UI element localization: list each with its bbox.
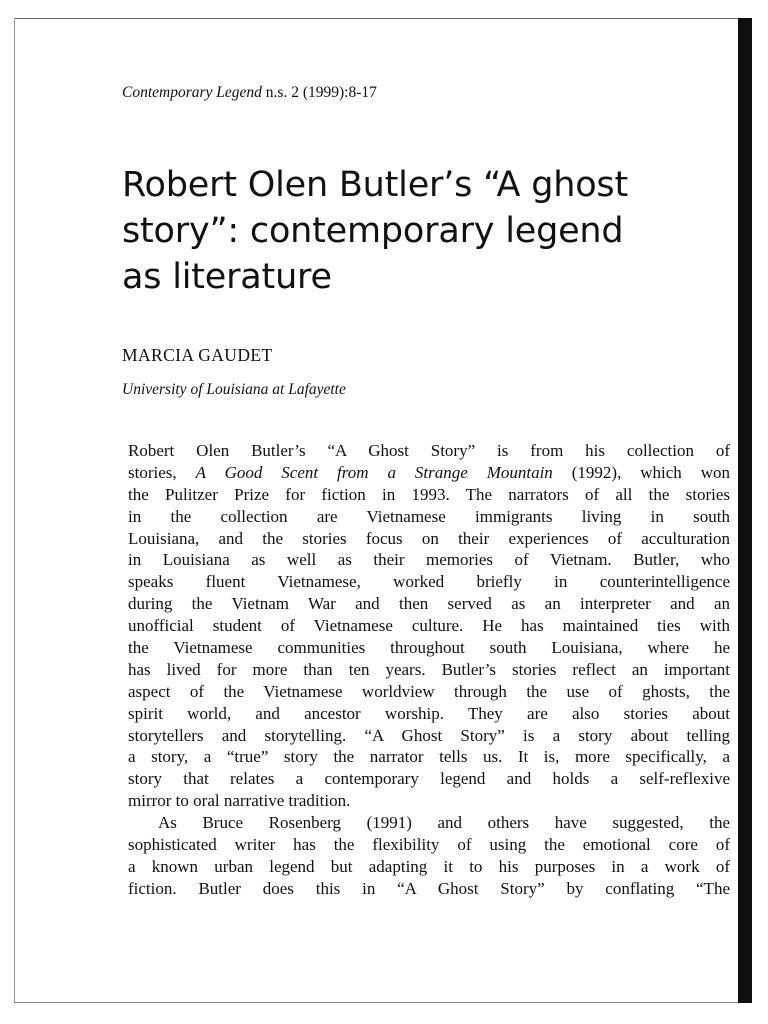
body-line: aspect of the Vietnamese worldview through the use of ghosts, the: [128, 681, 730, 701]
body-line: [128, 462, 730, 484]
title-line: Robert Olen Butler’s “A ghost: [122, 165, 628, 205]
body-line: a known urban legend but adapting it to his purposes in a work of: [128, 856, 730, 876]
body-line: a story, a “true” story the narrator tells us. It is, more specifically, a: [128, 747, 730, 767]
body-line: fiction. Butler does this in “A Ghost Story” by conflating “The: [128, 878, 730, 898]
body-line: speaks fluent Vietnamese, worked briefly in counterintelligence: [128, 572, 730, 592]
article-title: [122, 162, 732, 300]
body-text-run: (1992), which won: [552, 462, 730, 482]
body-line: the Pulitzer Prize for fiction in 1993. The narrators of all the stories: [128, 484, 730, 504]
journal-volume: n.s. 2 (1999):8-17: [261, 84, 377, 101]
journal-citation: [122, 84, 377, 102]
body-line: sophisticated writer has the flexibility of using the emotional core of: [128, 835, 730, 855]
body-line: story that relates a contemporary legend and holds a self-reflexive: [128, 769, 730, 789]
author-affiliation: University of Louisiana at Lafayette: [122, 381, 346, 398]
body-line: the Vietnamese communities throughout south Louisiana, where he: [128, 638, 730, 658]
body-line: Louisiana, and the stories focus on their experiences of acculturation: [128, 528, 730, 548]
body-line: As Bruce Rosenberg (1991) and others have suggested, the: [158, 813, 730, 833]
body-line: during the Vietnam War and then served as an interpreter and an: [128, 594, 730, 614]
body-text: [128, 440, 730, 900]
book-title: A Good Scent from a Strange Mountain: [195, 462, 553, 482]
scan-border-bottom: [14, 1002, 752, 1003]
scan-border-top: [14, 18, 752, 19]
scan-shadow-right: [738, 18, 752, 1003]
body-line: Robert Olen Butler’s “A Ghost Story” is from his collection of: [128, 441, 730, 460]
body-line: unofficial student of Vietnamese culture. He has maintained ties with: [128, 616, 730, 636]
title-line: as literature: [122, 257, 332, 297]
body-line: mirror to oral narrative tradition.: [128, 791, 351, 811]
body-line: has lived for more than ten years. Butler’s stories reflect an important: [128, 659, 730, 679]
body-line: in Louisiana as well as their memories of Vietnam. Butler, who: [128, 550, 730, 570]
title-line: story”: contemporary legend: [122, 211, 624, 251]
body-line: storytellers and storytelling. “A Ghost Story” is a story about telling: [128, 725, 730, 745]
body-text-run: stories,: [128, 462, 196, 482]
body-line: spirit world, and ancestor worship. They are also stories about: [128, 703, 730, 723]
author-name: MARCIA GAUDET: [122, 345, 273, 365]
scan-border-left: [14, 18, 15, 1003]
body-line: in the collection are Vietnamese immigrants living in south: [128, 506, 730, 526]
journal-name: Contemporary Legend: [122, 84, 262, 101]
